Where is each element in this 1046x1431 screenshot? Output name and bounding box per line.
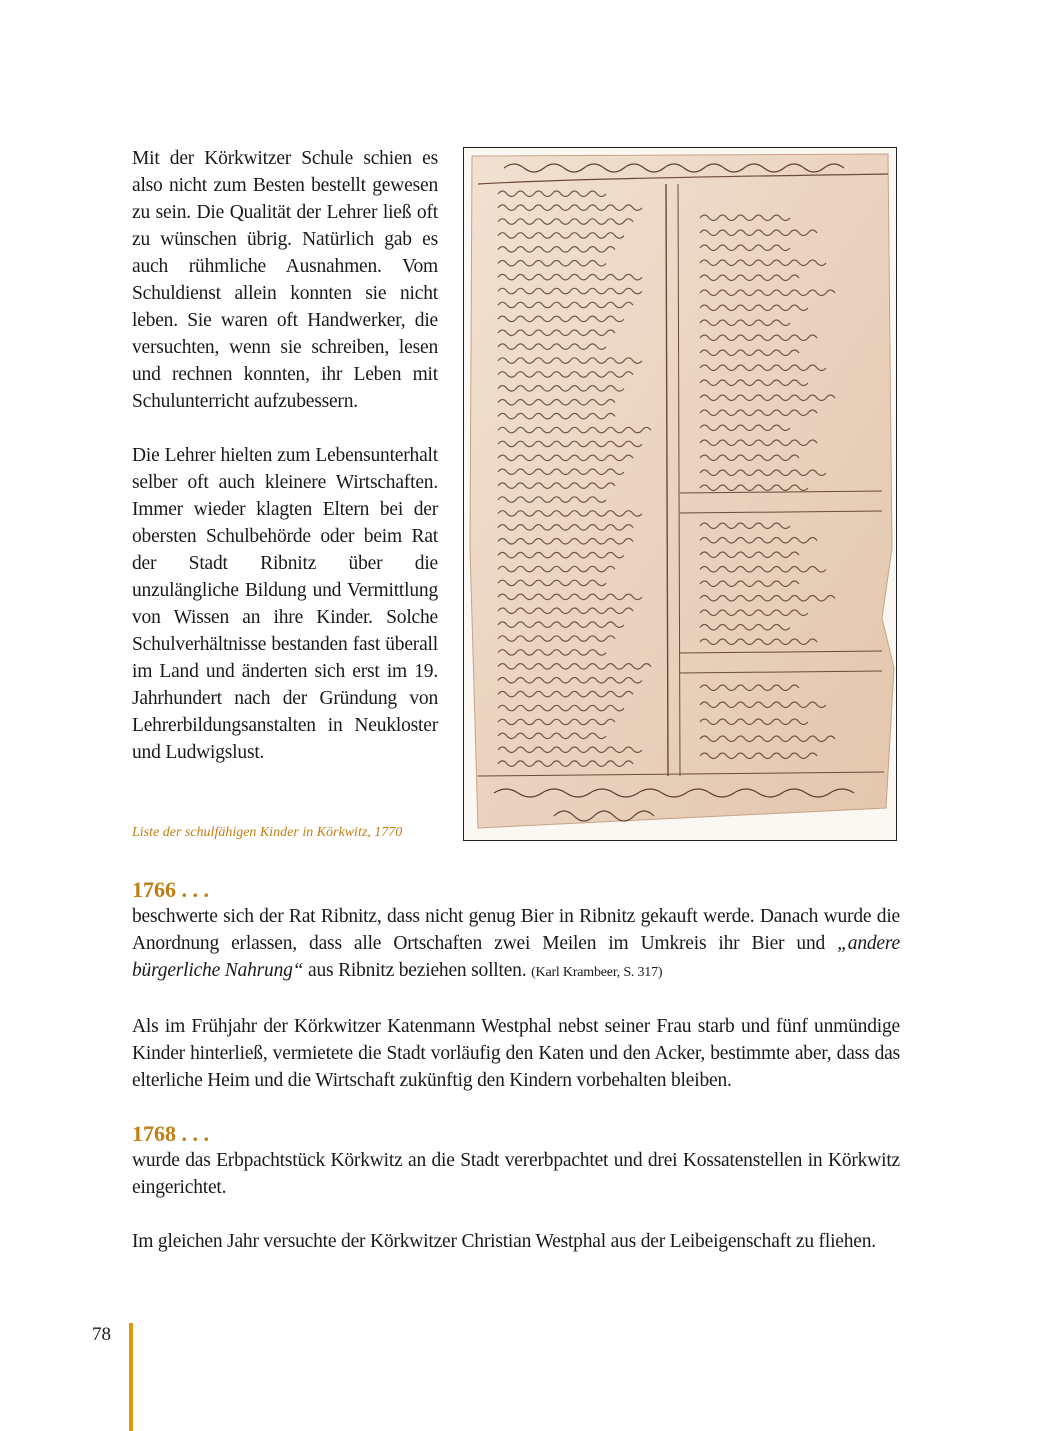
citation: (Karl Krambeer, S. 317): [531, 965, 663, 980]
entry-text: beschwerte sich der Rat Ribnitz, dass nicht genug Bier in Ribnitz gekauft werde. Danach wurde die Anordnung erlassen, dass alle Ortschaften zwei Meilen im Umkreis ihr Bier und: [132, 906, 900, 954]
entry-1766: [132, 877, 900, 1094]
entry-paragraph-2: Im gleichen Jahr versuchte der Körkwitzer Christian Westphal aus der Leibeigenschaft zu fliehen.: [132, 1231, 876, 1252]
entry-paragraph: wurde das Erbpachtstück Körkwitz an die Stadt vererbpachtet und drei Kossatenstellen in Körkwitz eingerichtet.: [132, 1150, 900, 1198]
year-heading: 1766 . . .: [132, 877, 209, 902]
entry-text-continued: aus Ribnitz beziehen sollten.: [303, 960, 532, 981]
entry-1768: [132, 1121, 900, 1255]
year-heading: 1768 . . .: [132, 1121, 209, 1146]
figure-caption: Liste der schulfähigen Kinder in Körkwitz, 1770: [132, 825, 403, 840]
intro-paragraph-1: Mit der Körkwitzer Schule schien es also nicht zum Besten bestellt gewesen zu sein. Die Qualität der Lehrer ließ oft zu wünschen übrig. Natürlich gab es auch rühmliche Ausnahmen. Vom Schuldienst allein konnten sie nicht leben. Sie waren oft Handwerker, die versuchten, wenn sie schreiben, lesen und rechnen konnten, ihr Leben mit Schulunterricht aufzubessern.: [132, 148, 438, 412]
page-accent-rule: [129, 1323, 133, 1431]
chronicle-section: [132, 877, 900, 1282]
quote-text: „andere bürgerliche Nahrung“: [132, 933, 900, 981]
intro-column: [132, 145, 438, 793]
intro-paragraph-2: Die Lehrer hielten zum Lebensunterhalt selber oft auch kleinere Wirtschaften. Immer wieder klagten Eltern bei der obersten Schulbehörde oder beim Rat der Stadt Ribnitz über die unzulängliche Bildung und Vermittlung von Wissen an ihre Kinder. Solche Schulverhältnisse bestanden fast überall im Land und änderten sich erst im 19. Jahrhundert nach der Gründung von Lehrerbildungsanstalten in Neukloster und Ludwigslust.: [132, 445, 438, 763]
page-number: 78: [92, 1324, 111, 1345]
handwritten-list-image: [463, 147, 897, 841]
entry-paragraph-2: Als im Frühjahr der Körkwitzer Katenmann Westphal nebst seiner Frau starb und fünf unmündige Kinder hinterließ, vermietete die Stadt vorläufig den Katen und den Acker, bestimmte aber, dass das elterliche Heim und die Wirtschaft zukünftig den Kindern vorbehalten bleiben.: [132, 1016, 900, 1091]
entry-paragraph: [132, 903, 900, 986]
